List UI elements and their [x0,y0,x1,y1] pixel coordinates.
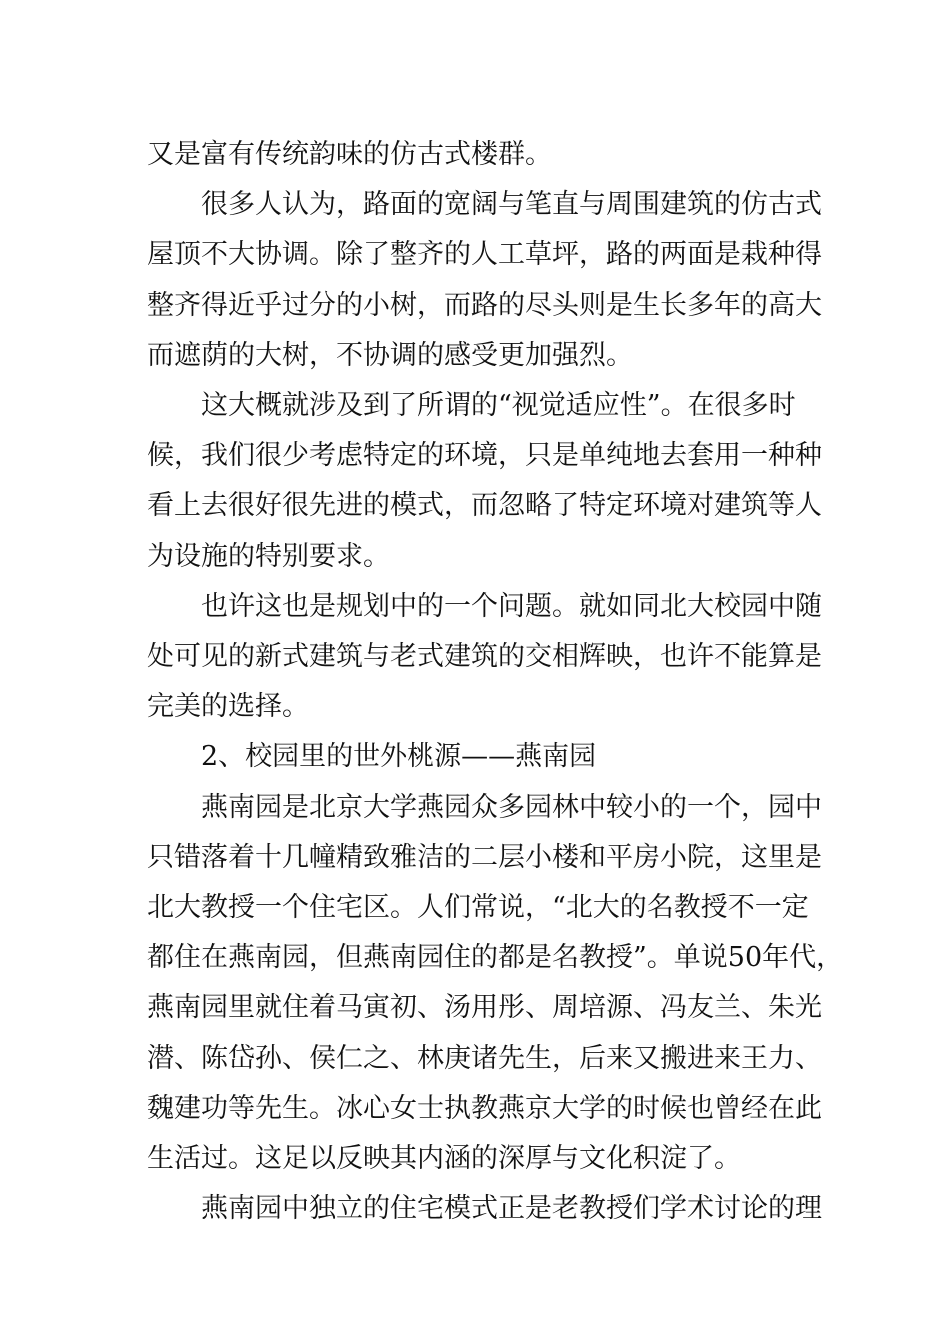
text-line: 为设施的特别要求。 [147,540,390,572]
paragraph-road-design [147,180,822,381]
text-line: 燕南园中独立的住宅模式正是老教授们学术讨论的理 [201,1193,822,1225]
text-line: 生活过。这足以反映其内涵的深厚与文化积淀了。 [147,1143,741,1175]
text-line: 魏建功等先生。冰心女士执教燕京大学的时候也曾经在此 [147,1092,822,1124]
text-line: 看上去很好很先进的模式，而忽略了特定环境对建筑等人 [147,490,822,522]
text-line: 而遮荫的大树，不协调的感受更加强烈。 [147,339,633,371]
section-heading [147,732,812,782]
text-line: 也许这也是规划中的一个问题。就如同北大校园中随 [201,590,822,622]
paragraph-planning-issue [147,582,822,733]
text-line: 燕南园是北京大学燕园众多园林中较小的一个，园中 [201,791,822,823]
document-body [147,130,844,1234]
paragraph-yannan-garden [147,783,844,1185]
text-line: 只错落着十几幢精致雅洁的二层小楼和平房小院，这里是 [147,841,822,873]
paragraph-visual-adaptability [147,381,822,582]
text-line: 完美的选择。 [147,691,309,723]
text-line: 候，我们很少考虑特定的环境，只是单纯地去套用一种种 [147,440,822,472]
text-line: 这大概就涉及到了所谓的“视觉适应性”。在很多时 [201,390,796,422]
text-line: 处可见的新式建筑与老式建筑的交相辉映，也许不能算是 [147,641,822,673]
text-line: 整齐得近乎过分的小树，而路的尽头则是生长多年的高大 [147,289,822,321]
text-line: 北大教授一个住宅区。人们常说，“北大的名教授不一定 [147,892,809,924]
text-line: 屋顶不大协调。除了整齐的人工草坪，路的两面是栽种得 [147,239,822,271]
text-line: 又是富有传统韵味的仿古式楼群。 [147,139,552,170]
text-line: 很多人认为，路面的宽阔与笔直与周围建筑的仿古式 [201,189,822,221]
text-line: 都住在燕南园，但燕南园住的都是名教授”。单说50年代， [147,942,844,974]
text-line: 燕南园里就住着马寅初、汤用彤、周培源、冯友兰、朱光 [147,992,822,1024]
text-line: 潜、陈岱孙、侯仁之、林庚诸先生，后来又搬进来王力、 [147,1042,822,1074]
paragraph-continuation [147,130,812,180]
section-title: 2、校园里的世外桃源——燕南园 [201,741,597,773]
paragraph-residence-model [147,1184,822,1234]
